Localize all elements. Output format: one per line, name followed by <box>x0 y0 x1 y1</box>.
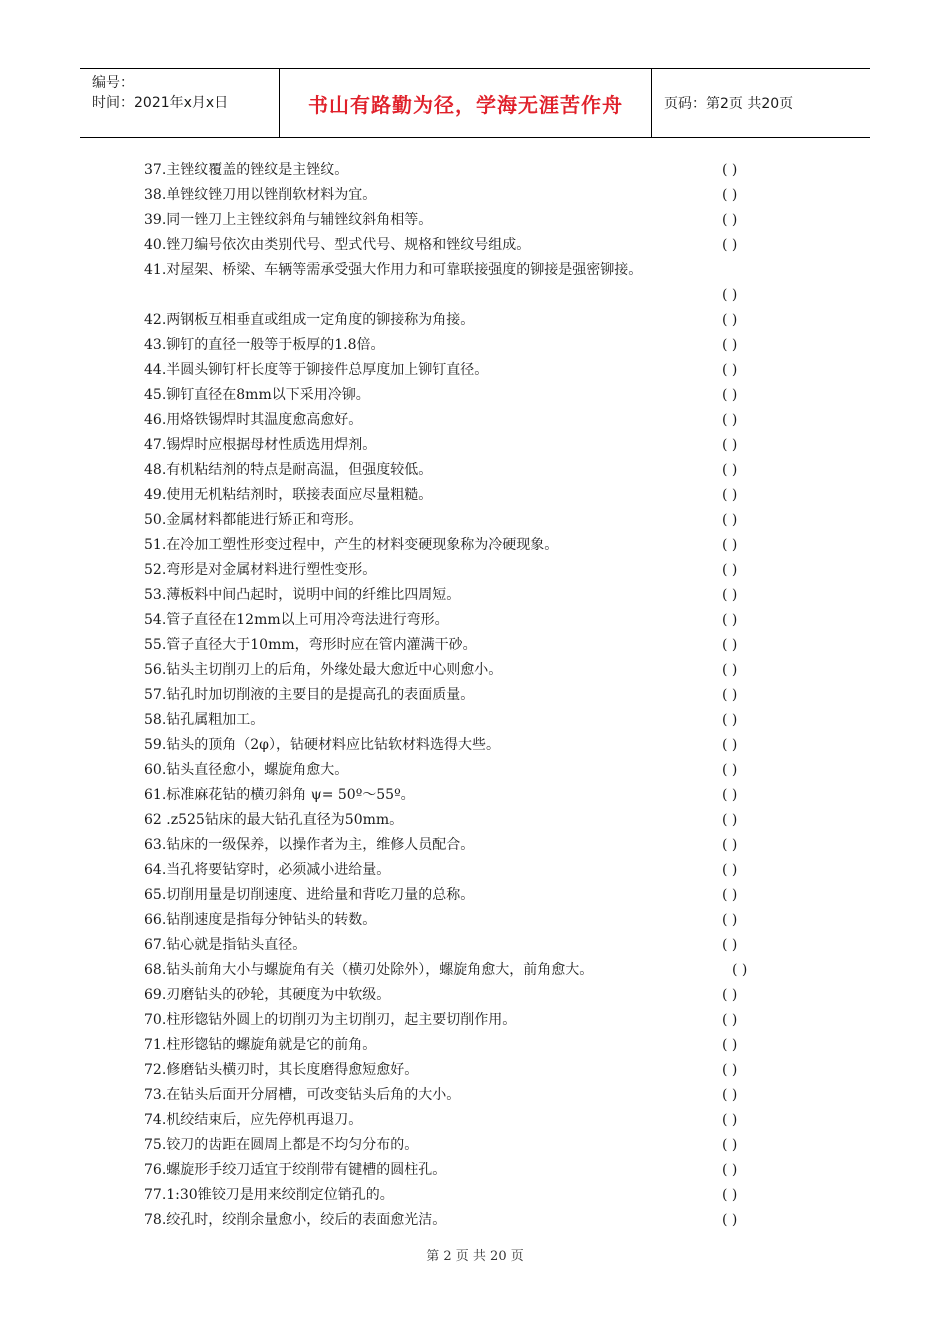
question-item <box>144 483 784 508</box>
answer-bracket: ( ) <box>722 662 738 678</box>
question-item <box>144 783 784 808</box>
answer-bracket: ( ) <box>722 512 738 528</box>
answer-bracket: ( ) <box>722 287 738 303</box>
question-text: 56.钻头主切削刃上的后角，外缘处最大愈近中心则愈小。 <box>144 662 503 678</box>
answer-bracket: ( ) <box>722 1087 738 1103</box>
question-item <box>144 283 784 308</box>
answer-bracket: ( ) <box>722 462 738 478</box>
question-item <box>144 733 784 758</box>
question-item <box>144 808 784 833</box>
question-item <box>144 1033 784 1058</box>
question-item <box>144 408 784 433</box>
question-item <box>144 1158 784 1183</box>
question-text: 64.当孔将要钻穿时，必须减小进给量。 <box>144 862 391 878</box>
question-text: 52.弯形是对金属材料进行塑性变形。 <box>144 562 377 578</box>
answer-bracket: ( ) <box>722 537 738 553</box>
answer-bracket: ( ) <box>722 237 738 253</box>
answer-bracket: ( ) <box>722 1012 738 1028</box>
question-item <box>144 608 784 633</box>
question-text: 49.使用无机粘结剂时，联接表面应尽量粗糙。 <box>144 487 433 503</box>
question-item <box>144 583 784 608</box>
question-text: 70.柱形锪钻外圆上的切削刃为主切削刃，起主要切削作用。 <box>144 1012 517 1028</box>
header-page-info: 页码：第2页 共20页 <box>664 96 794 112</box>
answer-bracket: ( ) <box>722 1212 738 1228</box>
question-item <box>144 708 784 733</box>
question-item <box>144 658 784 683</box>
question-item <box>144 1083 784 1108</box>
question-item <box>144 633 784 658</box>
answer-bracket: ( ) <box>722 337 738 353</box>
question-text: 41.对屋架、桥梁、车辆等需承受强大作用力和可靠联接强度的铆接是强密铆接。 <box>144 262 643 278</box>
question-text: 43.铆钉的直径一般等于板厚的1.8倍。 <box>144 337 385 353</box>
question-text: 61.标准麻花钻的横刃斜角 ψ= 50º～55º。 <box>144 787 415 803</box>
number-label: 编号： <box>92 75 134 91</box>
answer-bracket: ( ) <box>722 212 738 228</box>
header-meta <box>80 69 280 137</box>
header-motto: 书山有路勤为径，学海无涯苦作舟 <box>280 69 652 137</box>
question-item <box>144 508 784 533</box>
answer-bracket: ( ) <box>722 812 738 828</box>
question-item <box>144 983 784 1008</box>
question-text: 39.同一锉刀上主锉纹斜角与辅锉纹斜角相等。 <box>144 212 433 228</box>
question-text: 54.管子直径在12mm以上可用冷弯法进行弯形。 <box>144 612 449 628</box>
answer-bracket: ( ) <box>722 737 738 753</box>
answer-bracket: ( ) <box>722 987 738 1003</box>
question-text: 68.钻头前角大小与螺旋角有关（横刃处除外），螺旋角愈大，前角愈大。 <box>144 962 594 978</box>
answer-bracket: ( ) <box>722 762 738 778</box>
question-item <box>144 533 784 558</box>
question-text: 77.1:30锥铰刀是用来绞削定位销孔的。 <box>144 1187 394 1203</box>
question-text: 74.机绞结束后，应先停机再退刀。 <box>144 1112 363 1128</box>
answer-bracket: ( ) <box>722 412 738 428</box>
question-item <box>144 383 784 408</box>
question-item <box>144 158 784 183</box>
question-text: 60.钻头直径愈小，螺旋角愈大。 <box>144 762 349 778</box>
answer-bracket: ( ) <box>722 162 738 178</box>
question-item <box>144 1183 784 1208</box>
answer-bracket: ( ) <box>732 962 748 978</box>
question-item <box>144 858 784 883</box>
answer-bracket: ( ) <box>722 362 738 378</box>
question-item <box>144 458 784 483</box>
question-item <box>144 1133 784 1158</box>
answer-bracket: ( ) <box>722 637 738 653</box>
answer-bracket: ( ) <box>722 1187 738 1203</box>
question-text: 46.用烙铁锡焊时其温度愈高愈好。 <box>144 412 363 428</box>
question-text: 37.主锉纹覆盖的锉纹是主锉纹。 <box>144 162 349 178</box>
question-item <box>144 833 784 858</box>
question-item <box>144 1008 784 1033</box>
answer-bracket: ( ) <box>722 912 738 928</box>
answer-bracket: ( ) <box>722 487 738 503</box>
question-text: 73.在钻头后面开分屑槽，可改变钻头后角的大小。 <box>144 1087 461 1103</box>
question-item <box>144 358 784 383</box>
answer-bracket: ( ) <box>722 187 738 203</box>
question-text: 42.两钢板互相垂直或组成一定角度的铆接称为角接。 <box>144 312 475 328</box>
question-item <box>144 1208 784 1233</box>
question-item <box>144 908 784 933</box>
question-text: 62 .z525钻床的最大钻孔直径为50mm。 <box>144 812 404 828</box>
question-text: 58.钻孔属粗加工。 <box>144 712 265 728</box>
answer-bracket: ( ) <box>722 312 738 328</box>
question-text: 53.薄板料中间凸起时，说明中间的纤维比四周短。 <box>144 587 461 603</box>
question-item <box>144 958 784 983</box>
question-item <box>144 308 784 333</box>
answer-bracket: ( ) <box>722 1112 738 1128</box>
answer-bracket: ( ) <box>722 1162 738 1178</box>
answer-bracket: ( ) <box>722 1137 738 1153</box>
question-item <box>144 208 784 233</box>
question-text: 59.钻头的顶角（2φ），钻硬材料应比钻软材料选得大些。 <box>144 737 500 753</box>
question-text: 50.金属材料都能进行矫正和弯形。 <box>144 512 363 528</box>
answer-bracket: ( ) <box>722 787 738 803</box>
question-text: 76.螺旋形手绞刀适宜于绞削带有键槽的圆柱孔。 <box>144 1162 447 1178</box>
answer-bracket: ( ) <box>722 712 738 728</box>
question-item <box>144 683 784 708</box>
question-item <box>144 183 784 208</box>
question-text: 75.铰刀的齿距在圆周上都是不均匀分布的。 <box>144 1137 419 1153</box>
question-text: 67.钻心就是指钻头直径。 <box>144 937 307 953</box>
question-text: 78.绞孔时，绞削余量愈小，绞后的表面愈光洁。 <box>144 1212 447 1228</box>
question-text: 69.刃磨钻头的砂轮，其硬度为中软级。 <box>144 987 391 1003</box>
answer-bracket: ( ) <box>722 1062 738 1078</box>
question-text: 65.切削用量是切削速度、进给量和背吃刀量的总称。 <box>144 887 475 903</box>
question-text: 40.锉刀编号依次由类别代号、型式代号、规格和锉纹号组成。 <box>144 237 531 253</box>
question-text: 47.锡焊时应根据母材性质选用焊剂。 <box>144 437 377 453</box>
question-text: 63.钻床的一级保养，以操作者为主，维修人员配合。 <box>144 837 475 853</box>
answer-bracket: ( ) <box>722 437 738 453</box>
answer-bracket: ( ) <box>722 887 738 903</box>
question-item <box>144 1108 784 1133</box>
question-item <box>144 758 784 783</box>
question-text: 57.钻孔时加切削液的主要目的是提高孔的表面质量。 <box>144 687 475 703</box>
question-item <box>144 333 784 358</box>
question-item <box>144 1058 784 1083</box>
answer-bracket: ( ) <box>722 862 738 878</box>
question-text: 45.铆钉直径在8mm以下采用冷铆。 <box>144 387 370 403</box>
question-item <box>144 233 784 258</box>
question-text: 66.钻削速度是指每分钟钻头的转数。 <box>144 912 377 928</box>
date-text: 时间：2021年x月x日 <box>92 95 229 111</box>
question-text: 48.有机粘结剂的特点是耐高温，但强度较低。 <box>144 462 433 478</box>
question-text: 51.在冷加工塑性形变过程中，产生的材料变硬现象称为冷硬现象。 <box>144 537 559 553</box>
question-text: 71.柱形锪钻的螺旋角就是它的前角。 <box>144 1037 377 1053</box>
answer-bracket: ( ) <box>722 937 738 953</box>
page-footer: 第 2 页 共 20 页 <box>426 1249 524 1264</box>
question-list <box>144 158 784 1233</box>
question-item <box>144 883 784 908</box>
question-item <box>144 558 784 583</box>
answer-bracket: ( ) <box>722 612 738 628</box>
question-text: 55.管子直径大于10mm，弯形时应在管内灌满干砂。 <box>144 637 477 653</box>
question-item <box>144 433 784 458</box>
question-text: 44.半圆头铆钉杆长度等于铆接件总厚度加上铆钉直径。 <box>144 362 489 378</box>
page-header <box>80 68 870 138</box>
answer-bracket: ( ) <box>722 562 738 578</box>
answer-bracket: ( ) <box>722 1037 738 1053</box>
question-text: 38.单锉纹锉刀用以锉削软材料为宜。 <box>144 187 377 203</box>
answer-bracket: ( ) <box>722 587 738 603</box>
question-text: 72.修磨钻头横刃时，其长度磨得愈短愈好。 <box>144 1062 419 1078</box>
answer-bracket: ( ) <box>722 687 738 703</box>
answer-bracket: ( ) <box>722 837 738 853</box>
question-item <box>144 933 784 958</box>
answer-bracket: ( ) <box>722 387 738 403</box>
question-item <box>144 258 784 283</box>
